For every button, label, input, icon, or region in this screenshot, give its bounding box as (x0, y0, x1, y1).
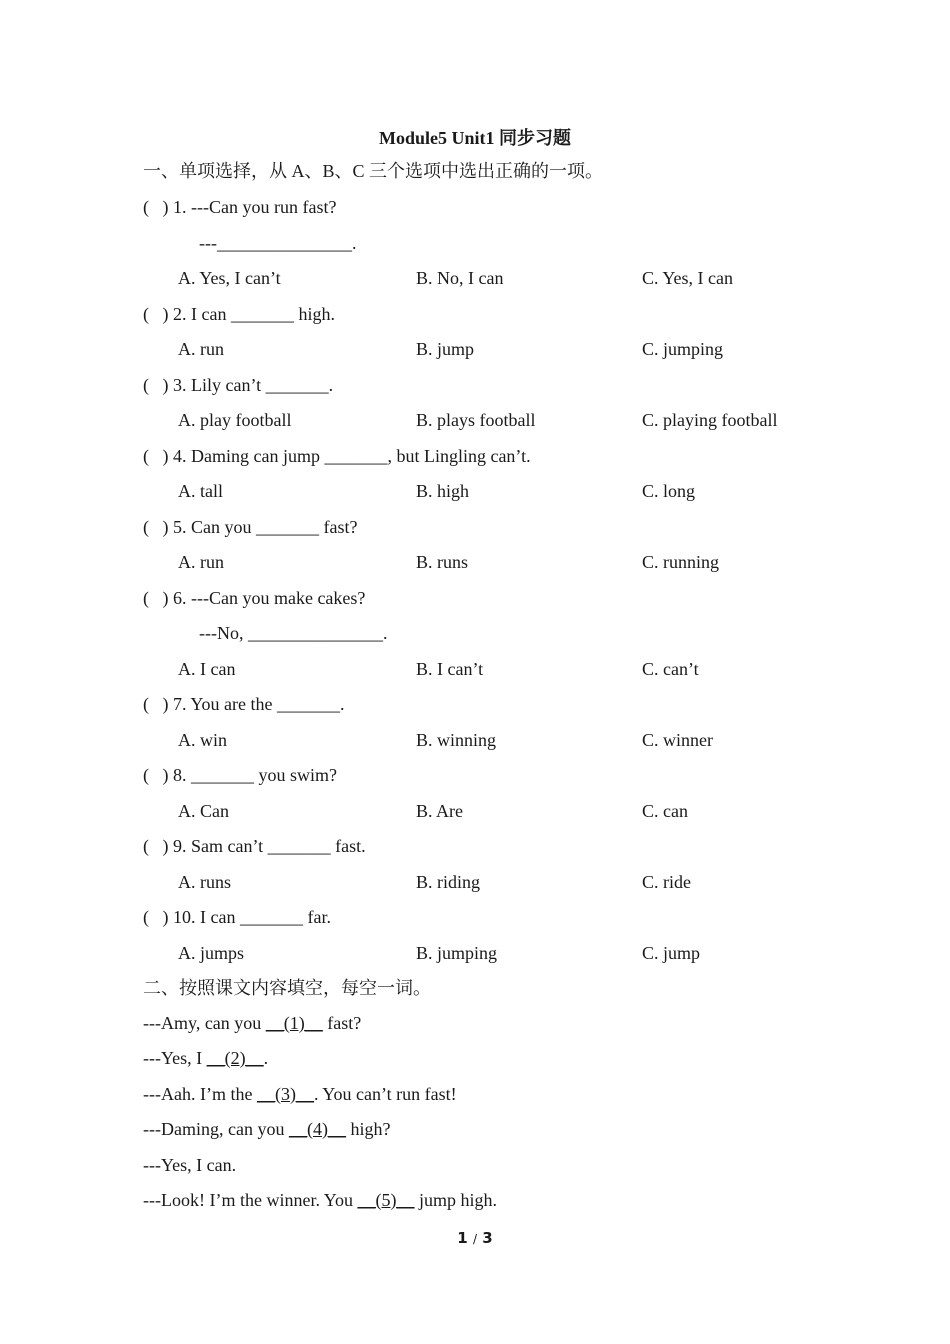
question-1-stem: ( ) 1. ---Can you run fast? (143, 197, 337, 217)
question-9-option-b: B. riding (416, 872, 481, 892)
question-1-option-c: C. Yes, I can (642, 268, 734, 288)
page-separator: / (472, 1232, 478, 1246)
dialogue-line-5 (143, 1153, 236, 1177)
dialogue-text: ---Daming, can you (143, 1119, 289, 1139)
question-8-stem: ( ) 8. _______ you swim? (143, 765, 337, 785)
question-7-option-b: B. winning (416, 730, 497, 750)
blank-1: __(1)__ (265, 1013, 323, 1033)
blank-2: __(2)__ (206, 1048, 264, 1068)
question-3-option-b: B. plays football (416, 410, 536, 430)
dialogue-text: jump high. (414, 1190, 497, 1210)
question-3-option-c: C. playing football (642, 410, 778, 430)
question-4-stem: ( ) 4. Daming can jump _______, but Lingling can’t. (143, 446, 531, 466)
question-6-option-c: C. can’t (642, 659, 699, 679)
blank-5: __(5)__ (357, 1190, 415, 1210)
question-9-option-c: C. ride (642, 872, 691, 892)
dialogue-text: . You can’t run fast! (313, 1084, 457, 1104)
question-1-sub: ---_______________. (199, 233, 357, 253)
question-8-option-b: B. Are (416, 801, 463, 821)
question-2-option-c: C. jumping (642, 339, 724, 359)
dialogue-line-3 (143, 1082, 457, 1106)
question-10-option-c: C. jump (642, 943, 701, 963)
document-title: Module5 Unit1 同步习题 (378, 128, 571, 148)
question-8-option-a: A. Can (178, 801, 229, 821)
question-10-option-a: A. jumps (178, 943, 245, 963)
dialogue-text: ---Yes, I (143, 1048, 207, 1068)
question-7-stem: ( ) 7. You are the _______. (143, 694, 345, 714)
current-page: 1 (457, 1229, 468, 1247)
question-3-stem: ( ) 3. Lily can’t _______. (143, 375, 334, 395)
question-1-option-a: A. Yes, I can’t (178, 268, 281, 288)
question-10-stem: ( ) 10. I can _______ far. (143, 907, 331, 927)
question-5-stem: ( ) 5. Can you _______ fast? (143, 517, 358, 537)
question-2-option-b: B. jump (416, 339, 475, 359)
question-6-stem: ( ) 6. ---Can you make cakes? (143, 588, 366, 608)
question-4-option-c: C. long (642, 481, 696, 501)
dialogue-line-4 (143, 1117, 390, 1141)
question-1-option-b: B. No, I can (416, 268, 504, 288)
question-7-option-a: A. win (178, 730, 227, 750)
dialogue-text: ---Yes, I can. (143, 1155, 237, 1175)
question-4-option-a: A. tall (178, 481, 223, 501)
question-3-option-a: A. play football (178, 410, 292, 430)
dialogue-line-1 (143, 1011, 361, 1035)
question-6-sub: ---No, _______________. (199, 623, 388, 643)
question-5-option-b: B. runs (416, 552, 469, 572)
question-6-option-b: B. I can’t (416, 659, 484, 679)
dialogue-text: . (263, 1048, 269, 1068)
question-9-stem: ( ) 9. Sam can’t _______ fast. (143, 836, 366, 856)
dialogue-text: ---Aah. I’m the (143, 1084, 257, 1104)
question-2-stem: ( ) 2. I can _______ high. (143, 304, 335, 324)
section-1-heading: 一、单项选择，从 A、B、C 三个选项中选出正确的一项。 (143, 161, 604, 181)
question-6-option-a: A. I can (178, 659, 236, 679)
dialogue-line-2 (143, 1046, 268, 1070)
dialogue-text: high? (345, 1119, 391, 1139)
section-2-heading: 二、按照课文内容填空，每空一词。 (143, 978, 431, 998)
dialogue-text: ---Amy, can you (143, 1013, 266, 1033)
question-7-option-c: C. winner (642, 730, 713, 750)
dialogue-line-6 (143, 1188, 497, 1212)
question-9-option-a: A. runs (178, 872, 231, 892)
total-pages: 3 (482, 1229, 493, 1247)
dialogue-text: fast? (322, 1013, 362, 1033)
question-5-option-c: C. running (642, 552, 720, 572)
question-8-option-c: C. can (642, 801, 688, 821)
question-2-option-a: A. run (178, 339, 224, 359)
page-number (0, 1229, 950, 1247)
question-4-option-b: B. high (416, 481, 470, 501)
blank-4: __(4)__ (288, 1119, 346, 1139)
question-5-option-a: A. run (178, 552, 224, 572)
blank-3: __(3)__ (256, 1084, 314, 1104)
dialogue-text: ---Look! I’m the winner. You (143, 1190, 358, 1210)
question-10-option-b: B. jumping (416, 943, 498, 963)
